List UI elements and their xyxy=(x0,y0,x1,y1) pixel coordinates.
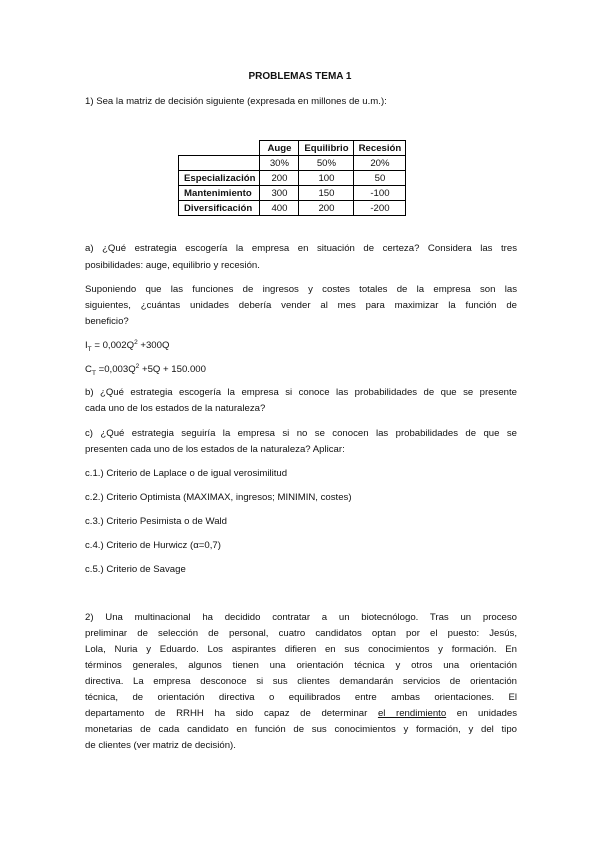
table-header-cell: Equilibrio xyxy=(299,141,354,156)
problem2-text: en unidades xyxy=(446,708,518,719)
table-corner-cell xyxy=(179,141,260,156)
question-a-line: posibilidades: auge, equilibrio y recesión. xyxy=(85,260,260,271)
supposition-line: beneficio? xyxy=(85,316,129,327)
table-cell: 150 xyxy=(299,186,354,201)
criterion-item: c.3.) Criterio Pesimista o de Wald xyxy=(85,516,227,527)
supposition-line: siguientes, ¿cuántas unidades debería vender al mes para maximizar la función de xyxy=(85,300,517,311)
table-cell: 400 xyxy=(260,201,299,216)
problem2-line: preliminar de selección de personal, cuatro candidatos optan por el puesto: Jesús, xyxy=(85,628,517,639)
table-row xyxy=(179,186,406,201)
underlined-term: el rendimiento xyxy=(377,708,447,719)
table-cell: 200 xyxy=(299,201,354,216)
problem2-line: de clientes (ver matriz de decisión). xyxy=(85,740,236,751)
eq-superscript: 2 xyxy=(135,362,140,370)
question-b-line: cada uno de los estados de la naturaleza? xyxy=(85,403,266,414)
table-cell: 20% xyxy=(354,156,406,171)
question-a-line: a) ¿Qué estrategia escogería la empresa en situación de certeza? Considera las tres xyxy=(85,243,517,254)
table-row-label xyxy=(179,156,260,171)
eq-term: = 0,002Q xyxy=(91,340,135,351)
eq-symbol: C xyxy=(85,364,92,375)
table-row-label: Mantenimiento xyxy=(179,186,260,201)
criterion-item: c.4.) Criterio de Hurwicz (α=0,7) xyxy=(85,540,221,551)
page-title: PROBLEMAS TEMA 1 xyxy=(248,71,352,82)
decision-matrix xyxy=(178,140,406,216)
eq-term: =0,003Q xyxy=(95,364,136,375)
problem2-line: técnica, de orientación directiva o equilibrados entre ambas orientaciones. El xyxy=(85,692,517,703)
eq-subscript: T xyxy=(87,345,92,353)
problem2-line: monetarias de cada candidato en función de sus conocimientos y formación, y del tipo xyxy=(85,724,517,735)
eq-symbol: I xyxy=(85,340,88,351)
problem2-line: directiva. La empresa desconoce si sus clientes demandarán servicios de orientación xyxy=(85,676,517,687)
table-header-row xyxy=(179,141,406,156)
table-cell: 100 xyxy=(299,171,354,186)
problem1-intro: 1) Sea la matriz de decisión siguiente (expresada en millones de u.m.): xyxy=(85,96,387,107)
table-cell: 50% xyxy=(299,156,354,171)
table-row xyxy=(179,201,406,216)
criterion-item: c.1.) Criterio de Laplace o de igual verosimilitud xyxy=(85,468,288,479)
table-header-cell: Recesión xyxy=(354,141,406,156)
table-cell: 50 xyxy=(354,171,406,186)
criterion-item: c.2.) Criterio Optimista (MAXIMAX, ingresos; MINIMIN, costes) xyxy=(85,492,352,503)
supposition-line: Suponiendo que las funciones de ingresos y costes totales de la empresa son las xyxy=(85,284,517,295)
table-probability-row xyxy=(179,156,406,171)
problem2-text: departamento de RRHH ha sido capaz de determinar xyxy=(85,708,378,719)
table-row xyxy=(179,171,406,186)
eq-superscript: 2 xyxy=(134,338,138,346)
table-row-label: Especialización xyxy=(179,171,260,186)
table-cell: -100 xyxy=(354,186,406,201)
question-b-line: b) ¿Qué estrategia escogería la empresa si conoce las probabilidades de que se presente xyxy=(85,387,517,398)
eq-term: +5Q + 150.000 xyxy=(139,364,206,375)
table-row-label: Diversificación xyxy=(179,201,260,216)
problem2-line: Lola, Nuria y Eduardo. Los aspirantes difieren en sus conocimientos y formación. En xyxy=(85,644,517,655)
problem2-line: términos generales, algunos tienen una orientación técnica y otros una orientación xyxy=(85,660,517,671)
problem2-line: 2) Una multinacional ha decidido contratar a un biotecnólogo. Tras un proceso xyxy=(85,612,517,623)
criterion-item: c.5.) Criterio de Savage xyxy=(85,564,186,575)
cost-equation xyxy=(85,364,206,376)
problem2-line xyxy=(85,708,517,720)
eq-term: +300Q xyxy=(137,340,170,351)
table-cell: 200 xyxy=(260,171,299,186)
table-cell: 300 xyxy=(260,186,299,201)
income-equation xyxy=(85,340,169,352)
table-header-cell: Auge xyxy=(260,141,299,156)
eq-subscript: T xyxy=(91,369,96,377)
question-c-line: c) ¿Qué estrategia seguiría la empresa si no se conocen las probabilidades de que se xyxy=(85,428,517,439)
question-c-line: presenten cada uno de los estados de la naturaleza? Aplicar: xyxy=(85,444,345,455)
table-cell: 30% xyxy=(260,156,299,171)
table-cell: -200 xyxy=(354,201,406,216)
